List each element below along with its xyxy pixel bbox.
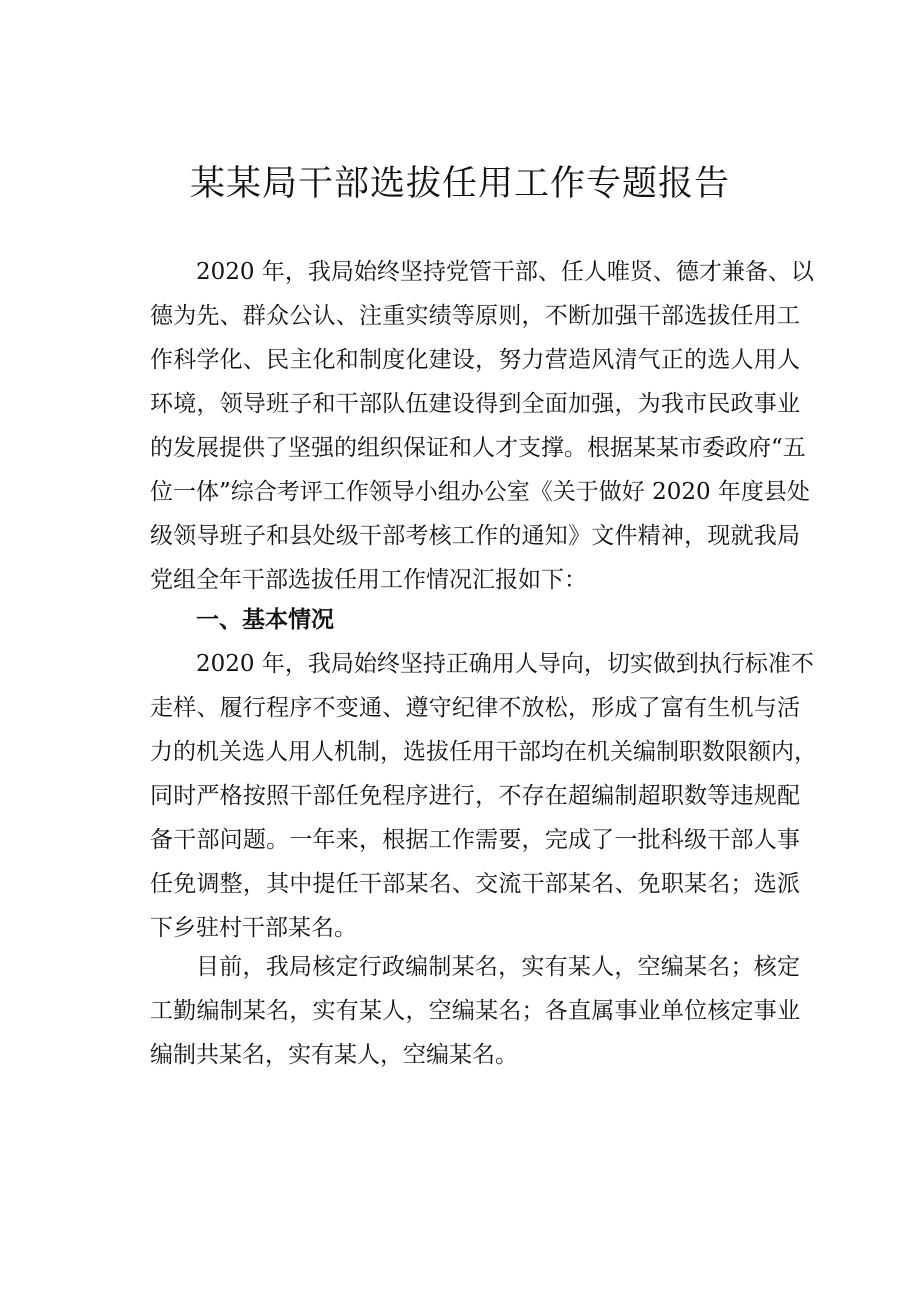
paragraph-line: 目前，我局核定行政编制某名，实有某人，空编某名；核定	[196, 954, 800, 980]
paragraph-line: 走样、履行程序不变通、遵守纪律不放松，形成了富有生机与活	[150, 695, 800, 721]
paragraph-line: 备干部问题。一年来，根据工作需要，完成了一批科级干部人事	[150, 827, 800, 853]
paragraph-line: 的发展提供了坚强的组织保证和人才支撑。根据某某市委政府“五	[150, 435, 806, 461]
basic-situation-paragraph	[150, 642, 817, 950]
paragraph-line: 同时严格按照干部任免程序进行，不存在超编制超职数等违规配	[150, 783, 800, 809]
paragraph-line: 级领导班子和县处级干部考核工作的通知》文件精神，现就我局	[150, 523, 800, 549]
paragraph-line: 2020 年，我局始终坚持正确用人导向，切实做到执行标准不	[196, 651, 814, 677]
intro-paragraph	[150, 250, 814, 602]
paragraph-line: 下乡驻村干部某名。	[150, 915, 357, 941]
paragraph-line: 党组全年干部选拔任用工作情况汇报如下：	[150, 567, 587, 593]
paragraph-line: 力的机关选人用人机制，选拔任用干部均在机关编制职数限额内，	[150, 739, 817, 765]
staffing-paragraph	[150, 945, 800, 1077]
document-title: 某某局干部选拔任用工作专题报告	[189, 164, 730, 204]
paragraph-line: 编制共某名，实有某人，空编某名。	[150, 1042, 518, 1068]
paragraph-line: 工勤编制某名，实有某人，空编某名；各直属事业单位核定事业	[150, 998, 800, 1024]
paragraph-line: 位一体”综合考评工作领导小组办公室《关于做好 2020 年度县处	[150, 479, 810, 505]
paragraph-line: 作科学化、民主化和制度化建设，努力营造风清气正的选人用人	[150, 347, 800, 373]
paragraph-line: 2020 年，我局始终坚持党管干部、任人唯贤、德才兼备、以	[196, 259, 814, 285]
section-heading-basic-situation: 一、基本情况	[196, 607, 334, 633]
paragraph-line: 任免调整，其中提任干部某名、交流干部某名、免职某名；选派	[150, 871, 800, 897]
paragraph-line: 德为先、群众公认、注重实绩等原则，不断加强干部选拔任用工	[150, 303, 800, 329]
paragraph-line: 环境，领导班子和干部队伍建设得到全面加强，为我市民政事业	[150, 391, 800, 417]
